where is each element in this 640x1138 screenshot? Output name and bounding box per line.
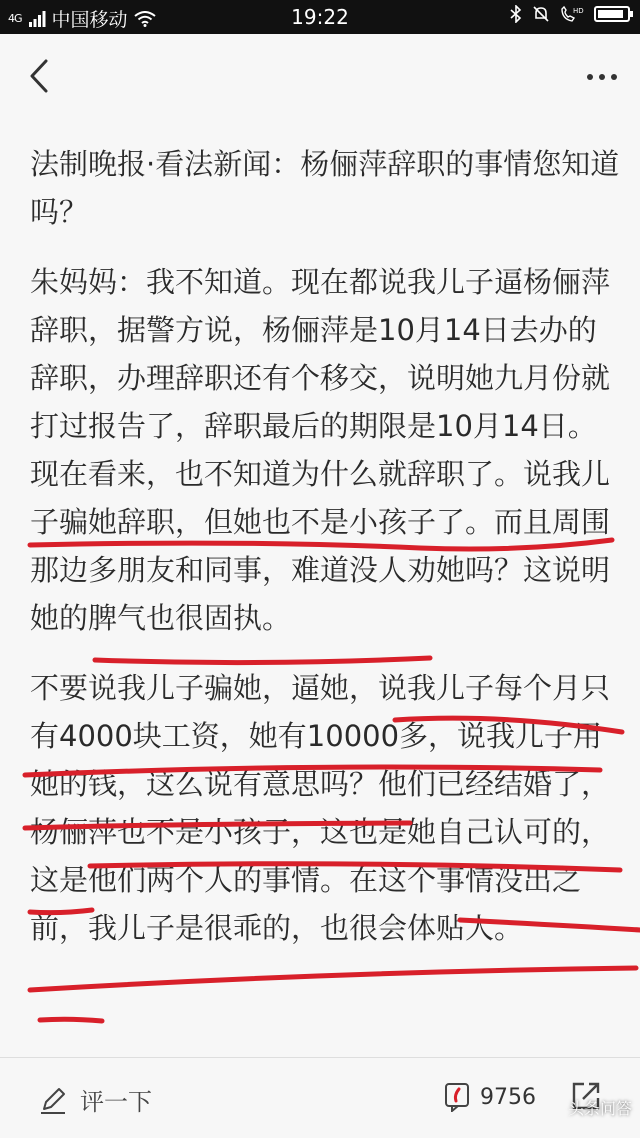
hd-call-icon bbox=[560, 5, 584, 23]
network-type-label: 4G bbox=[8, 12, 22, 25]
article-body bbox=[30, 140, 620, 974]
status-bar bbox=[0, 0, 640, 34]
battery-icon bbox=[594, 6, 630, 22]
article-paragraph-answer-2: 不要说我儿子骗她，逼她，说我儿子每个月只有4000块工资，她有10000多，说我儿子用她的钱，这么说有意思吗？他们已经结婚了，杨俪萍也不是小孩子，这也是她自己认可的，这是他们两个人的事情。在这个事情没出之前，我儿子是很乖的，也很会体贴人。 bbox=[30, 671, 611, 945]
comment-count: 9756 bbox=[480, 1084, 536, 1110]
carrier-name: 中国移动 bbox=[51, 9, 128, 31]
comments-button[interactable] bbox=[444, 1082, 536, 1112]
more-vertical-icon bbox=[584, 62, 620, 92]
status-time: 19:22 bbox=[291, 5, 349, 29]
underline-stroke bbox=[40, 1019, 102, 1021]
article-paragraph-answer-1: 朱妈妈：我不知道。现在都说我儿子逼杨俪萍辞职，据警方说，杨俪萍是10月14日去办的辞职，办理辞职还有个移交，说明她九月份就打过报告了，辞职最后的期限是10月14日。现在看来，也不知道为什么就辞职了。说我儿子骗她辞职，但她也不是小孩子了。而且周围那边多朋友和同事，难道没人劝她吗？这说明她的脾气也很固执。 bbox=[30, 265, 611, 635]
svg-text:HD: HD bbox=[573, 7, 584, 15]
watermark: 头条问答 bbox=[567, 1099, 632, 1118]
bluetooth-icon bbox=[510, 5, 522, 23]
chevron-left-icon bbox=[24, 58, 56, 94]
more-button[interactable] bbox=[584, 62, 620, 92]
back-button[interactable] bbox=[24, 58, 56, 94]
nav-bar bbox=[0, 34, 640, 118]
comment-bubble-icon bbox=[444, 1082, 470, 1112]
article-paragraph-question: 法制晚报·看法新闻：杨俪萍辞职的事情您知道吗？ bbox=[30, 147, 620, 229]
bell-muted-icon bbox=[532, 5, 550, 23]
pencil-icon bbox=[38, 1085, 68, 1115]
status-right bbox=[510, 5, 630, 23]
battery-level bbox=[598, 10, 623, 18]
bottom-bar bbox=[0, 1057, 640, 1138]
comment-input-button[interactable] bbox=[38, 1082, 152, 1117]
comment-placeholder: 评一下 bbox=[80, 1088, 152, 1116]
